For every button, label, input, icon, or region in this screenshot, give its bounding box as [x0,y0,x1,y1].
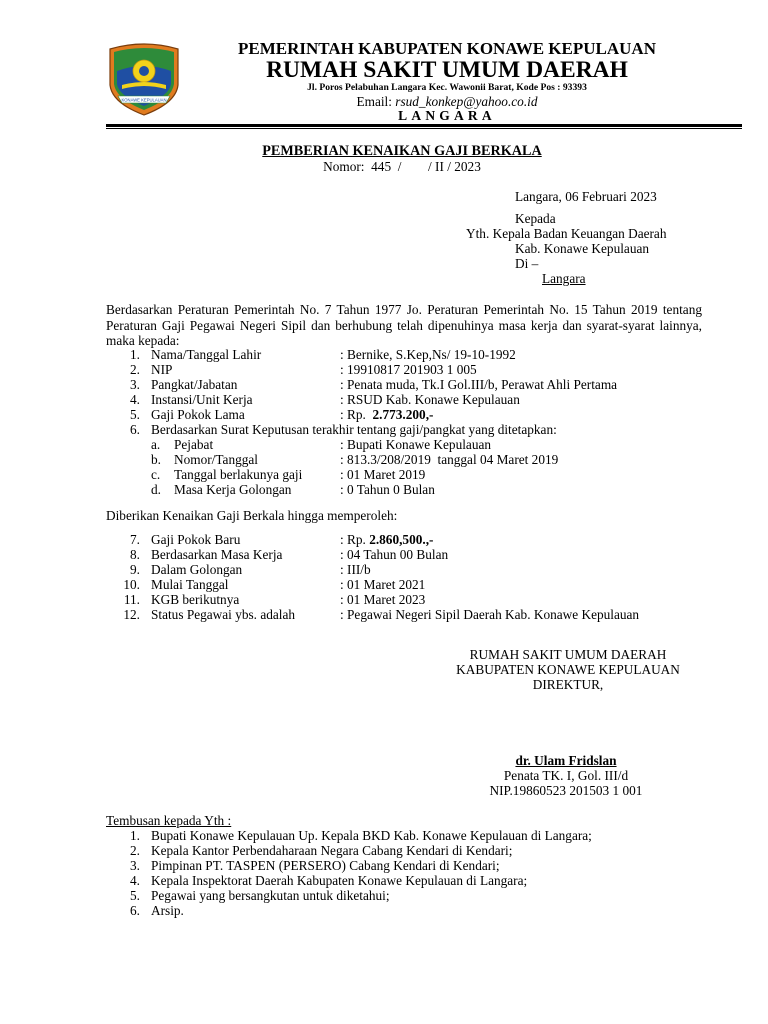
signatory-name: dr. Ulam Fridslan [515,753,617,768]
letterhead-city: LANGARA [398,108,496,123]
emblem-text: KONAWE KEPULAUAN [121,97,167,103]
government-name: PEMERINTAH KABUPATEN KONAWE KEPULAUAN [238,39,656,58]
recipient-line1: Yth. Kepala Badan Keuangan Daerah [466,226,667,241]
list-item: a. Pejabat : Bupati Konawe Kepulauan [151,437,492,452]
new-salary-list [106,532,706,624]
letter-number: Nomor: 445 / / II / 2023 [323,159,481,174]
list-item: c. Tanggal berlakunya gaji : 01 Maret 2019 [151,467,426,482]
list-item: 2. Kepala Kantor Perbendaharaan Negara Cabang Kendari di Kendari; [130,843,513,858]
decree-details-list [106,437,706,499]
employee-details-list [106,347,706,442]
letter-title: PEMBERIAN KENAIKAN GAJI BERKALA [262,143,542,159]
given-statement: Diberikan Kenaikan Gaji Berkala hingga memperoleh: [106,508,398,523]
letterhead-divider [106,124,742,129]
list-item: 9. Dalam Golongan : III/b [130,562,371,577]
recipient-line2: Kab. Konawe Kepulauan [515,241,650,256]
recipient-kepada: Kepada [515,211,556,226]
list-item: 4. Instansi/Unit Kerja : RSUD Kab. Konawe Kepulauan [130,392,520,407]
list-item: 1. Nama/Tanggal Lahir : Bernike, S.Kep,Ns/ 19-10-1992 [130,347,516,362]
signature-org-line2: KABUPATEN KONAWE KEPULAUAN [456,662,680,677]
recipient-di: Di – [515,256,539,271]
signatory-rank: Penata TK. I, Gol. III/d [503,768,629,783]
old-salary-amount: 2.773.200,- [372,407,434,422]
list-item: b. Nomor/Tanggal : 813.3/208/2019 tanggal 04 Maret 2019 [151,452,559,467]
list-item: 6. Berdasarkan Surat Keputusan terakhir tentang gaji/pangkat yang ditetapkan: [130,422,557,437]
list-item: 12. Status Pegawai ybs. adalah : Pegawai Negeri Sipil Daerah Kab. Konawe Kepulauan [123,607,640,622]
hospital-name: RUMAH SAKIT UMUM DAERAH [266,57,628,83]
new-salary-amount: 2.860,500.,- [369,532,434,547]
regency-emblem-logo [104,41,184,117]
email-label: Email: [356,94,392,109]
list-item: 6. Arsip. [130,903,184,918]
intro-paragraph: Berdasarkan Peraturan Pemerintah No. 7 Tahun 1977 Jo. Peraturan Pemerintah No. 15 Tahun 2019 tentang Peraturan Gaji Pegawai Negeri Sipil dan berhubung telah dipenuhinya masa kerja dan syarat-syarat lainnya, maka kepada: [106,302,702,348]
list-item: d. Masa Kerja Golongan : 0 Tahun 0 Bulan [151,482,435,497]
cc-title: Tembusan kepada Yth : [106,813,232,828]
cc-list [106,828,706,920]
list-item: 5. Gaji Pokok Lama : Rp. 2.773.200,- [130,407,434,422]
list-item: 3. Pangkat/Jabatan : Penata muda, Tk.I Gol.III/b, Perawat Ahli Pertama [130,377,618,392]
list-item: 3. Pimpinan PT. TASPEN (PERSERO) Cabang Kendari di Kendari; [130,858,500,873]
list-item: 10. Mulai Tanggal : 01 Maret 2021 [123,577,426,592]
list-item: 11. KGB berikutnya : 01 Maret 2023 [123,592,426,607]
list-item: 5. Pegawai yang bersangkutan untuk diketahui; [130,888,390,903]
letter-date: Langara, 06 Februari 2023 [515,189,657,204]
hospital-address: Jl. Poros Pelabuhan Langara Kec. Wawonii Barat, Kode Pos : 93393 [307,82,587,93]
list-item: 1. Bupati Konawe Kepulauan Up. Kepala BKD Kab. Konawe Kepulauan di Langara; [130,828,592,843]
list-item: 4. Kepala Inspektorat Daerah Kabupaten Konawe Kepulauan di Langara; [130,873,528,888]
list-item: 2. NIP : 19910817 201903 1 005 [130,362,477,377]
signature-title: DIREKTUR, [532,677,604,692]
recipient-city: Langara [542,271,586,286]
email-address: rsud_konkep@yahoo.co.id [395,94,538,109]
list-item: 8. Berdasarkan Masa Kerja : 04 Tahun 00 Bulan [130,547,449,562]
list-item: 7. Gaji Pokok Baru : Rp. 2.860,500.,- [130,532,434,547]
signature-org-line1: RUMAH SAKIT UMUM DAERAH [469,647,667,662]
signatory-nip: NIP.19860523 201503 1 001 [489,783,643,798]
